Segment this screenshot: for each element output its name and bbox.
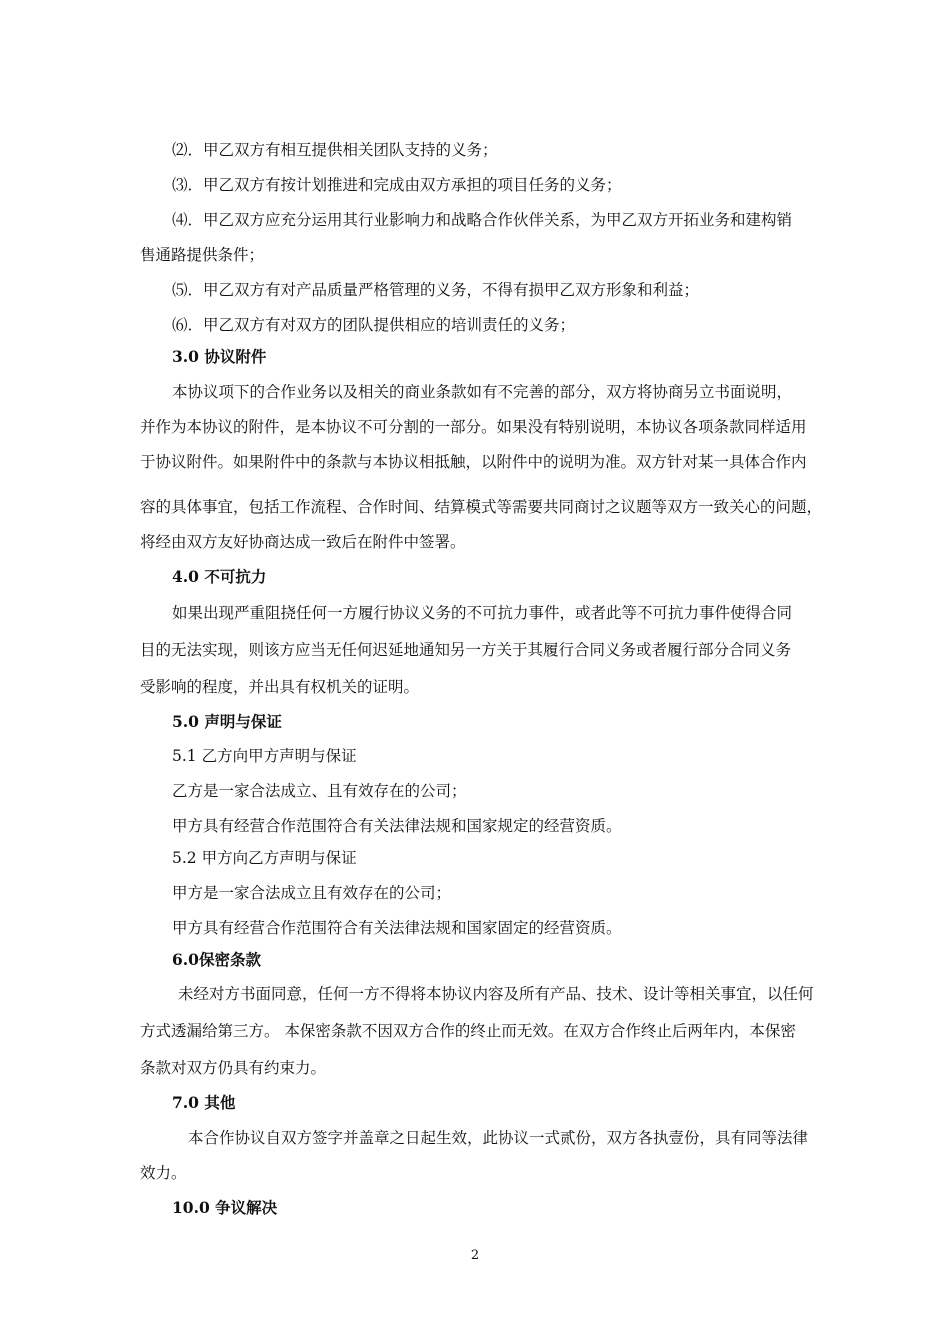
text-line: 甲方是一家合法成立且有效存在的公司； bbox=[172, 884, 452, 902]
text-line: 甲方具有经营合作范围符合有关法律法规和国家规定的经营资质。 bbox=[172, 817, 622, 835]
text-line: 甲方具有经营合作范围符合有关法律法规和国家固定的经营资质。 bbox=[172, 919, 622, 937]
text-line: ⑵．甲乙双方有相互提供相关团队支持的义务； bbox=[172, 141, 498, 159]
text-line: 方式透漏给第三方。 本保密条款不因双方合作的终止而无效。在双方合作终止后两年内，本保密 bbox=[140, 1022, 796, 1040]
text-line: 本合作协议自双方签字并盖章之日起生效，此协议一式贰份，双方各执壹份，具有同等法律 bbox=[188, 1129, 809, 1147]
page-number: 2 bbox=[470, 1248, 480, 1263]
section-heading: 4.0 不可抗力 bbox=[172, 567, 267, 586]
text-line: 效力。 bbox=[140, 1164, 187, 1182]
text-line: 5.2 甲方向乙方声明与保证 bbox=[172, 849, 357, 867]
section-heading: 5.0 声明与保证 bbox=[172, 712, 282, 731]
text-line: 并作为本协议的附件，是本协议不可分割的一部分。如果没有特别说明，本协议各项条款同样适用 bbox=[140, 418, 807, 436]
text-line: 5.1 乙方向甲方声明与保证 bbox=[172, 747, 357, 765]
text-line: 容的具体事宜，包括工作流程、合作时间、结算模式等需要共同商讨之议题等双方一致关心的问题， bbox=[140, 498, 823, 516]
text-line: 受影响的程度，并出具有权机关的证明。 bbox=[140, 678, 420, 696]
section-heading: 3.0 协议附件 bbox=[172, 347, 267, 366]
text-line: 条款对双方仍具有约束力。 bbox=[140, 1059, 327, 1077]
text-line: 于协议附件。如果附件中的条款与本协议相抵触，以附件中的说明为准。双方针对某一具体合作内 bbox=[140, 453, 807, 471]
text-line: 如果出现严重阻挠任何一方履行协议义务的不可抗力事件，或者此等不可抗力事件使得合同 bbox=[172, 604, 793, 622]
text-line: 本协议项下的合作业务以及相关的商业条款如有不完善的部分，双方将协商另立书面说明， bbox=[172, 383, 793, 401]
text-line: ⑹．甲乙双方有对双方的团队提供相应的培训责任的义务； bbox=[172, 316, 576, 334]
text-line: 目的无法实现，则该方应当无任何迟延地通知另一方关于其履行合同义务或者履行部分合同义务 bbox=[140, 641, 792, 659]
text-line: 将经由双方友好协商达成一致后在附件中签署。 bbox=[140, 533, 466, 551]
section-heading: 7.0 其他 bbox=[172, 1093, 236, 1112]
text-line: ⑷．甲乙双方应充分运用其行业影响力和战略合作伙伴关系，为甲乙双方开拓业务和建构销 bbox=[172, 211, 793, 229]
text-line: 乙方是一家合法成立、且有效存在的公司； bbox=[172, 782, 467, 800]
text-line: 售通路提供条件； bbox=[140, 246, 265, 264]
text-line: ⑸．甲乙双方有对产品质量严格管理的义务，不得有损甲乙双方形象和利益； bbox=[172, 281, 700, 299]
section-heading: 10.0 争议解决 bbox=[172, 1198, 278, 1217]
section-heading: 6.0保密条款 bbox=[172, 950, 261, 969]
text-line: ⑶．甲乙双方有按计划推进和完成由双方承担的项目任务的义务； bbox=[172, 176, 622, 194]
text-line: 未经对方书面同意，任何一方不得将本协议内容及所有产品、技术、设计等相关事宜，以任何 bbox=[178, 985, 814, 1003]
